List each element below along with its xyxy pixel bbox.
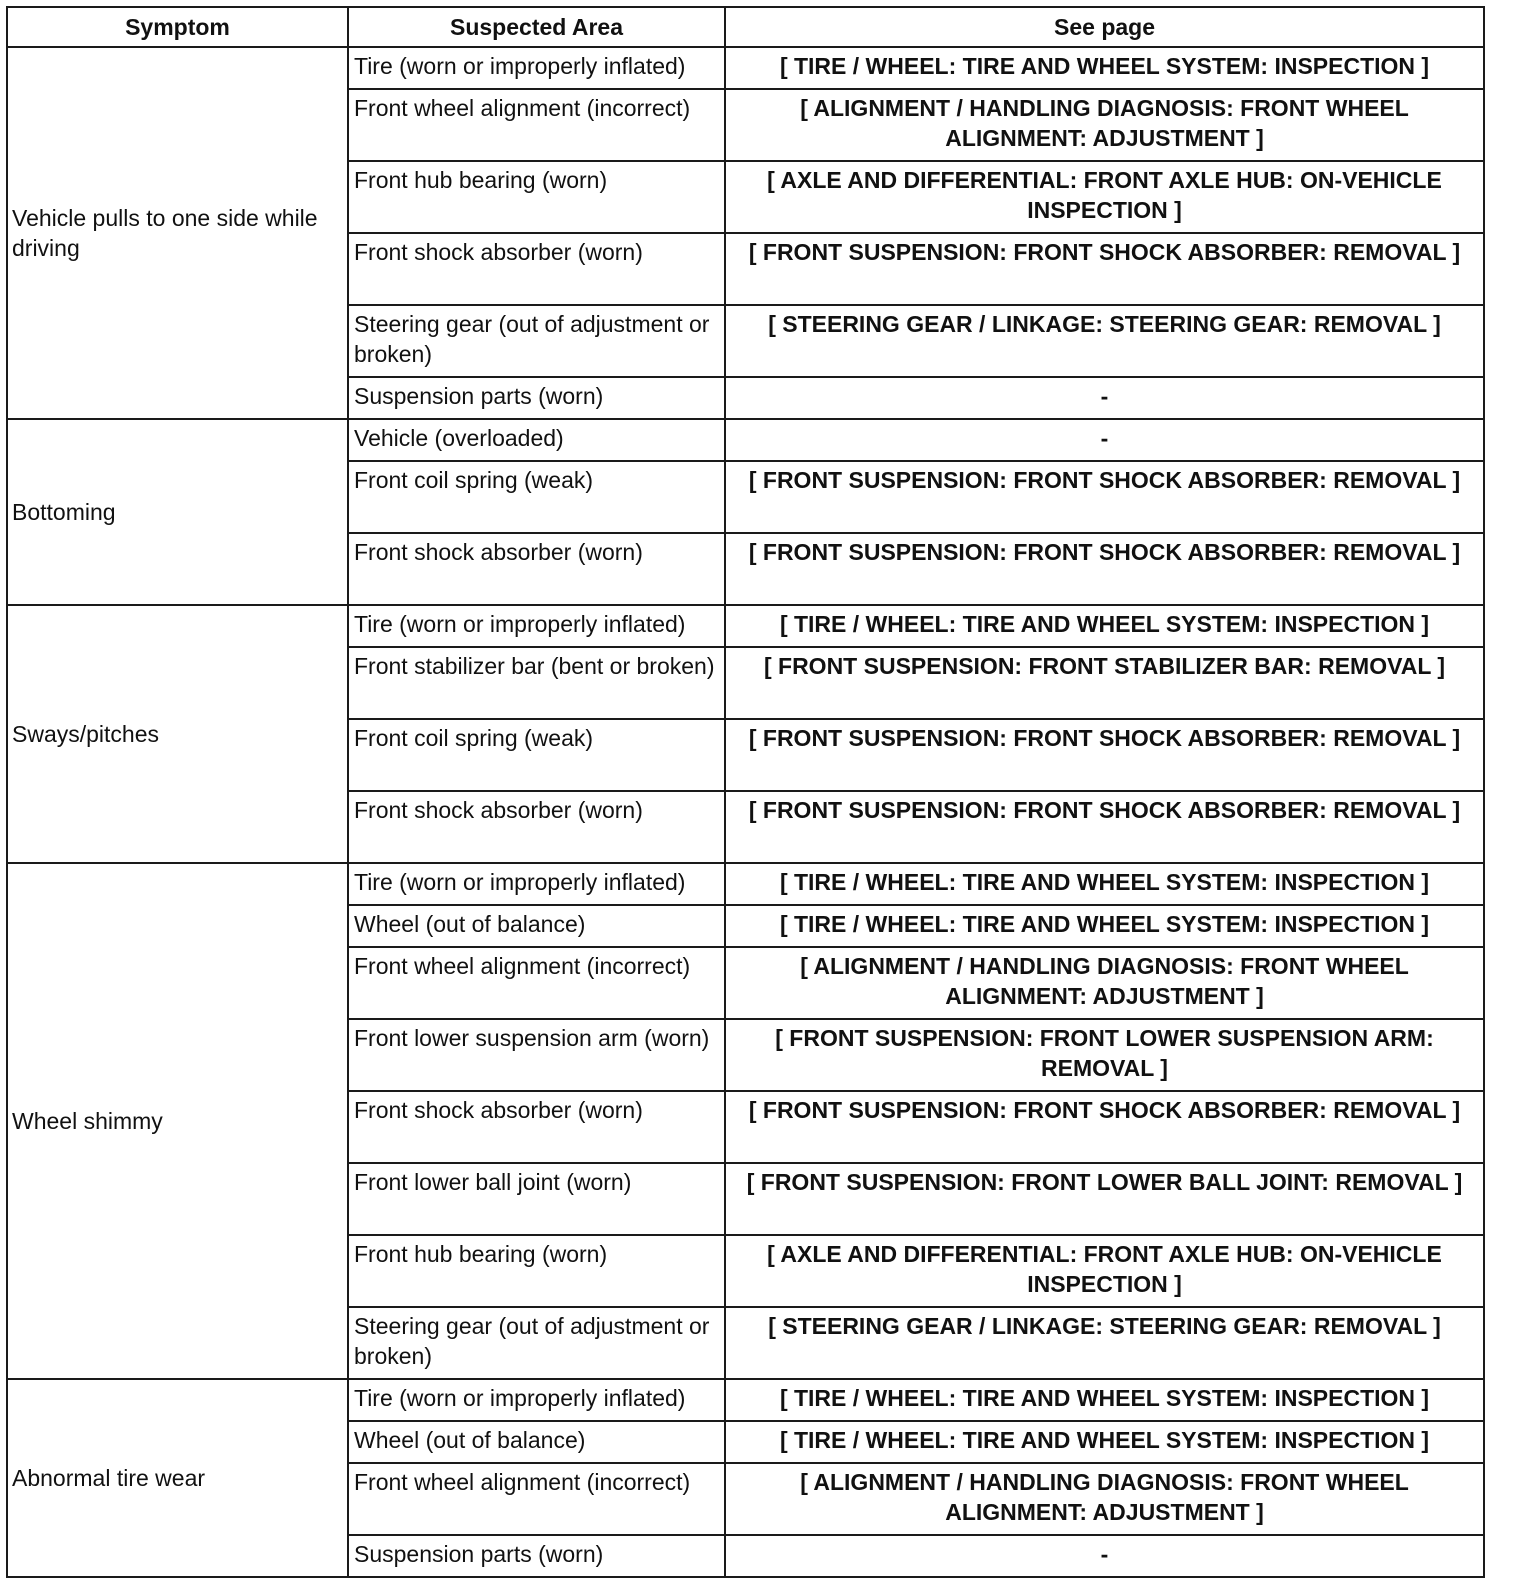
suspected-area-cell: Front lower ball joint (worn) xyxy=(348,1163,725,1235)
table-row xyxy=(7,863,1484,905)
suspected-area-cell: Tire (worn or improperly inflated) xyxy=(348,863,725,905)
see-page-reference: [ TIRE / WHEEL: TIRE AND WHEEL SYSTEM: INSPECTION ] xyxy=(725,1379,1484,1421)
see-page-reference: [ TIRE / WHEEL: TIRE AND WHEEL SYSTEM: INSPECTION ] xyxy=(725,863,1484,905)
suspected-area-cell: Front coil spring (weak) xyxy=(348,461,725,533)
see-page-reference: [ AXLE AND DIFFERENTIAL: FRONT AXLE HUB: ON-VEHICLE INSPECTION ] xyxy=(725,1235,1484,1307)
table-body xyxy=(7,47,1484,1577)
suspected-area-cell: Front shock absorber (worn) xyxy=(348,533,725,605)
suspected-area-cell: Tire (worn or improperly inflated) xyxy=(348,605,725,647)
table-row xyxy=(7,419,1484,461)
see-page-reference: - xyxy=(725,419,1484,461)
suspected-area-header: Suspected Area xyxy=(348,7,725,47)
suspected-area-cell: Steering gear (out of adjustment or broken) xyxy=(348,1307,725,1379)
suspected-area-cell: Front wheel alignment (incorrect) xyxy=(348,89,725,161)
suspected-area-cell: Front shock absorber (worn) xyxy=(348,791,725,863)
diagnosis-table xyxy=(6,6,1485,1578)
suspected-area-cell: Front shock absorber (worn) xyxy=(348,1091,725,1163)
suspected-area-cell: Steering gear (out of adjustment or broken) xyxy=(348,305,725,377)
see-page-reference: [ FRONT SUSPENSION: FRONT SHOCK ABSORBER: REMOVAL ] xyxy=(725,533,1484,605)
table-row xyxy=(7,605,1484,647)
suspected-area-cell: Front lower suspension arm (worn) xyxy=(348,1019,725,1091)
see-page-reference: [ FRONT SUSPENSION: FRONT SHOCK ABSORBER: REMOVAL ] xyxy=(725,719,1484,791)
see-page-reference: [ FRONT SUSPENSION: FRONT SHOCK ABSORBER: REMOVAL ] xyxy=(725,1091,1484,1163)
table-row xyxy=(7,47,1484,89)
see-page-reference: [ ALIGNMENT / HANDLING DIAGNOSIS: FRONT WHEEL ALIGNMENT: ADJUSTMENT ] xyxy=(725,1463,1484,1535)
see-page-reference: [ TIRE / WHEEL: TIRE AND WHEEL SYSTEM: INSPECTION ] xyxy=(725,47,1484,89)
see-page-reference: [ FRONT SUSPENSION: FRONT LOWER SUSPENSION ARM: REMOVAL ] xyxy=(725,1019,1484,1091)
see-page-reference: [ FRONT SUSPENSION: FRONT SHOCK ABSORBER: REMOVAL ] xyxy=(725,461,1484,533)
suspected-area-cell: Tire (worn or improperly inflated) xyxy=(348,47,725,89)
see-page-reference: [ ALIGNMENT / HANDLING DIAGNOSIS: FRONT WHEEL ALIGNMENT: ADJUSTMENT ] xyxy=(725,89,1484,161)
see-page-reference: [ FRONT SUSPENSION: FRONT STABILIZER BAR: REMOVAL ] xyxy=(725,647,1484,719)
symptom-cell: Abnormal tire wear xyxy=(7,1379,348,1577)
suspected-area-cell: Front wheel alignment (incorrect) xyxy=(348,947,725,1019)
see-page-reference: [ FRONT SUSPENSION: FRONT LOWER BALL JOINT: REMOVAL ] xyxy=(725,1163,1484,1235)
see-page-reference: [ FRONT SUSPENSION: FRONT SHOCK ABSORBER: REMOVAL ] xyxy=(725,791,1484,863)
symptom-cell: Vehicle pulls to one side while driving xyxy=(7,47,348,419)
suspected-area-cell: Front wheel alignment (incorrect) xyxy=(348,1463,725,1535)
suspected-area-cell: Wheel (out of balance) xyxy=(348,1421,725,1463)
see-page-reference: [ STEERING GEAR / LINKAGE: STEERING GEAR: REMOVAL ] xyxy=(725,305,1484,377)
suspected-area-cell: Front hub bearing (worn) xyxy=(348,161,725,233)
see-page-reference: [ STEERING GEAR / LINKAGE: STEERING GEAR: REMOVAL ] xyxy=(725,1307,1484,1379)
see-page-reference: [ TIRE / WHEEL: TIRE AND WHEEL SYSTEM: INSPECTION ] xyxy=(725,905,1484,947)
see-page-reference: - xyxy=(725,1535,1484,1577)
suspected-area-cell: Suspension parts (worn) xyxy=(348,1535,725,1577)
suspected-area-cell: Front coil spring (weak) xyxy=(348,719,725,791)
suspected-area-cell: Tire (worn or improperly inflated) xyxy=(348,1379,725,1421)
see-page-reference: - xyxy=(725,377,1484,419)
see-page-reference: [ FRONT SUSPENSION: FRONT SHOCK ABSORBER: REMOVAL ] xyxy=(725,233,1484,305)
see-page-reference: [ TIRE / WHEEL: TIRE AND WHEEL SYSTEM: INSPECTION ] xyxy=(725,1421,1484,1463)
see-page-reference: [ AXLE AND DIFFERENTIAL: FRONT AXLE HUB: ON-VEHICLE INSPECTION ] xyxy=(725,161,1484,233)
see-page-reference: [ TIRE / WHEEL: TIRE AND WHEEL SYSTEM: INSPECTION ] xyxy=(725,605,1484,647)
suspected-area-cell: Front hub bearing (worn) xyxy=(348,1235,725,1307)
header-row xyxy=(7,7,1484,47)
symptom-cell: Sways/pitches xyxy=(7,605,348,863)
see-page-reference: [ ALIGNMENT / HANDLING DIAGNOSIS: FRONT WHEEL ALIGNMENT: ADJUSTMENT ] xyxy=(725,947,1484,1019)
symptom-cell: Wheel shimmy xyxy=(7,863,348,1379)
suspected-area-cell: Wheel (out of balance) xyxy=(348,905,725,947)
symptom-cell: Bottoming xyxy=(7,419,348,605)
suspected-area-cell: Front stabilizer bar (bent or broken) xyxy=(348,647,725,719)
suspected-area-cell: Suspension parts (worn) xyxy=(348,377,725,419)
suspected-area-cell: Front shock absorber (worn) xyxy=(348,233,725,305)
suspected-area-cell: Vehicle (overloaded) xyxy=(348,419,725,461)
symptom-header: Symptom xyxy=(7,7,348,47)
table-row xyxy=(7,1379,1484,1421)
see-page-header: See page xyxy=(725,7,1484,47)
